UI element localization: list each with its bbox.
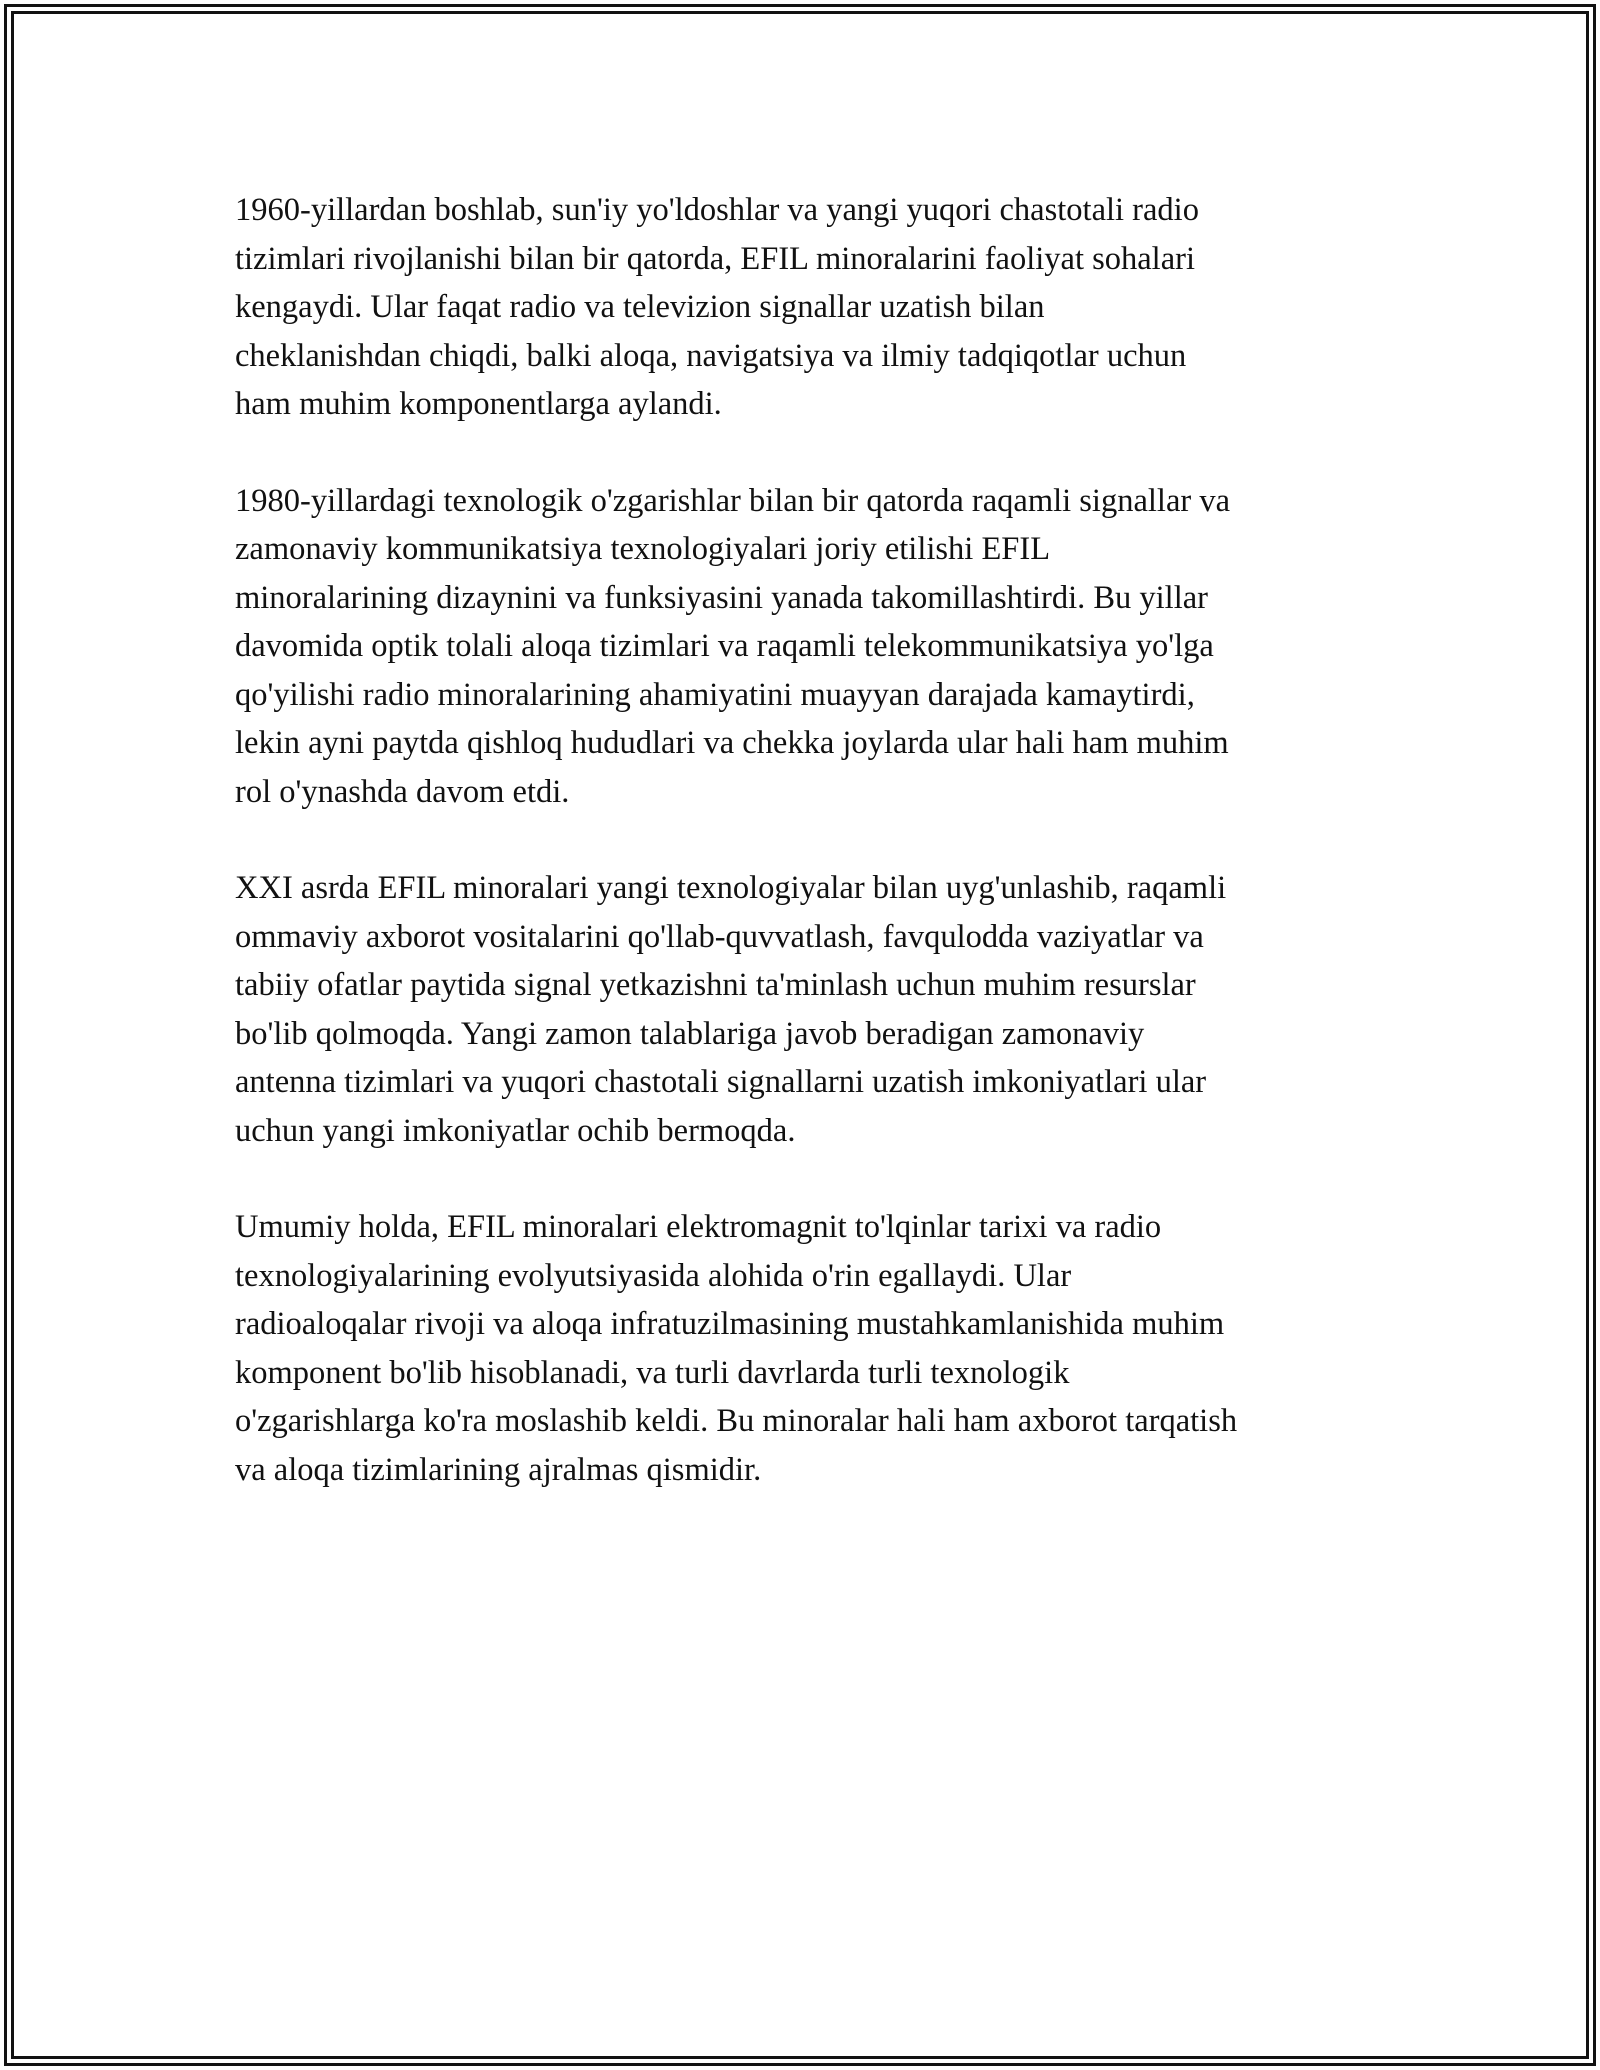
paragraph-line: XXI asrda EFIL minoralari yangi texnologiyalar bilan uyg'unlashib, raqamli [235,870,1227,906]
paragraph-line: davomida optik tolali aloqa tizimlari va raqamli telekommunikatsiya yo'lga [235,628,1214,664]
paragraph-line: antenna tizimlari va yuqori chastotali signallarni uzatish imkoniyatlari ular [235,1064,1207,1100]
document-body [235,186,1385,1542]
paragraph-line: ommaviy axborot vositalarini qo'llab-quvvatlash, favqulodda vaziyatlar va [235,918,1204,955]
paragraph-line: cheklanishdan chiqdi, balki aloqa, navigatsiya va ilmiy tadqiqotlar uchun [235,337,1187,374]
paragraph-line: texnologiyalarining evolyutsiyasida alohida o'rin egallaydi. Ular [235,1257,1072,1294]
paragraph-line: minoralarining dizaynini va funksiyasini yanada takomillashtirdi. Bu yillar [235,579,1208,616]
paragraph-line: lekin ayni paytda qishloq hududlari va chekka joylarda ular hali ham muhim [235,725,1229,761]
paragraph-line: 1960-yillardan boshlab, sun'iy yo'ldoshlar va yangi yuqori chastotali radio [235,192,1199,228]
paragraph-line: ham muhim komponentlarga aylandi. [235,386,722,422]
paragraph-line: rol o'ynashda davom etdi. [235,773,570,810]
paragraph-line: radioaloqalar rivoji va aloqa infratuzilmasining mustahkamlanishida muhim [235,1306,1225,1342]
paragraph-line: Umumiy holda, EFIL minoralari elektromagnit to'lqinlar tarixi va radio [235,1209,1162,1245]
paragraph-line: tabiiy ofatlar paytida signal yetkazishni ta'minlash uchun muhim resurslar [235,967,1196,1003]
paragraph-3 [235,864,1385,1155]
paragraph-4 [235,1203,1385,1494]
paragraph-line: komponent bo'lib hisoblanadi, va turli davrlarda turli texnologik [235,1354,1070,1391]
paragraph-line: 1980-yillardagi texnologik o'zgarishlar bilan bir qatorda raqamli signallar va [235,482,1230,519]
paragraph-line: o'zgarishlarga ko'ra moslashib keldi. Bu minoralar hali ham axborot tarqatish [235,1403,1238,1439]
paragraph-1 [235,186,1385,429]
paragraph-line: bo'lib qolmoqda. Yangi zamon talablariga javob beradigan zamonaviy [235,1015,1145,1052]
paragraph-line: zamonaviy kommunikatsiya texnologiyalari joriy etilishi EFIL [235,531,1051,567]
paragraph-line: qo'yilishi radio minoralarining ahamiyatini muayyan darajada kamaytirdi, [235,676,1195,713]
paragraph-line: va aloqa tizimlarining ajralmas qismidir. [235,1451,762,1488]
paragraph-line: uchun yangi imkoniyatlar ochib bermoqda. [235,1112,796,1149]
paragraph-line: tizimlari rivojlanishi bilan bir qatorda, EFIL minoralarini faoliyat sohalari [235,240,1195,277]
paragraph-2 [235,477,1385,817]
paragraph-line: kengaydi. Ular faqat radio va televizion signallar uzatish bilan [235,289,1045,325]
